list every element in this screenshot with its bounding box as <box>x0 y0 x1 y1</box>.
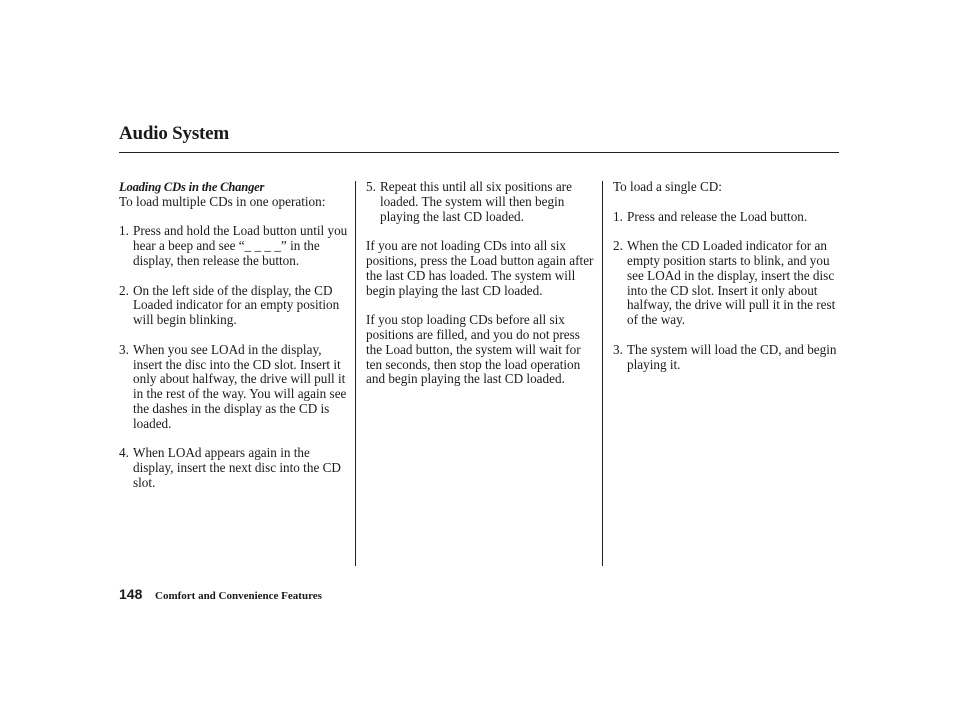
header-rule <box>119 152 839 153</box>
paragraph: If you are not loading CDs into all six positions, press the Load button again after the last CD has loaded. The system will begin playing the last CD loaded. <box>366 238 594 298</box>
step-number: 1. <box>119 223 129 239</box>
paragraph: If you stop loading CDs before all six positions are filled, and you do not press the Load button, the system will wait for ten seconds, then stop the load operation and begin playing the last CD loaded. <box>366 312 581 387</box>
step-text: When the CD Loaded indicator for an empty position starts to blink, and you see LOAd in the display, insert the disc into the CD slot. Insert it only about halfway, the drive will pull it in the rest of the way. <box>627 238 836 328</box>
step-number: 3. <box>119 341 129 357</box>
list-item <box>366 180 596 224</box>
column-1 <box>119 180 351 491</box>
column-divider-1 <box>355 181 356 566</box>
step-text: The system will load the CD, and begin playing it. <box>627 341 837 372</box>
page-title: Audio System <box>119 123 230 144</box>
step-number: 2. <box>119 282 129 298</box>
list-item <box>613 343 841 373</box>
step-number: 1. <box>613 208 623 224</box>
intro-text: To load a single CD: <box>613 179 722 194</box>
step-number: 2. <box>613 238 623 254</box>
intro-text: To load multiple CDs in one operation: <box>119 193 326 209</box>
column-2 <box>366 180 596 387</box>
step-text: Press and release the Load button. <box>627 208 808 224</box>
column-3 <box>613 180 841 372</box>
step-text: Press and hold the Load button until you hear a beep and see “_ _ _ _” in the display, then release the button. <box>133 223 348 268</box>
step-number: 3. <box>613 341 623 357</box>
list-item <box>119 343 351 432</box>
step-text: When you see LOAd in the display, insert the disc into the CD slot. Insert it only about halfway, the drive will pull it in the rest of the way. You will again see the dashes in the display as the CD is loaded. <box>133 341 347 431</box>
step-text: Repeat this until all six positions are loaded. The system will then begin playing the last CD loaded. <box>380 179 572 224</box>
list-item <box>119 284 351 328</box>
step-text: When LOAd appears again in the display, insert the next disc into the CD slot. <box>133 445 341 490</box>
list-item <box>613 239 841 328</box>
step-number: 4. <box>119 445 129 461</box>
list-item <box>119 446 351 490</box>
step-number: 5. <box>366 179 376 194</box>
subheading: Loading CDs in the Changer <box>119 180 265 194</box>
page-number: 148 <box>119 586 143 602</box>
list-item <box>613 210 841 225</box>
section-title: Comfort and Convenience Features <box>155 590 322 602</box>
list-item <box>119 224 351 268</box>
column-divider-2 <box>602 181 603 566</box>
step-text: On the left side of the display, the CD Loaded indicator for an empty position will begin blinking. <box>133 282 340 328</box>
